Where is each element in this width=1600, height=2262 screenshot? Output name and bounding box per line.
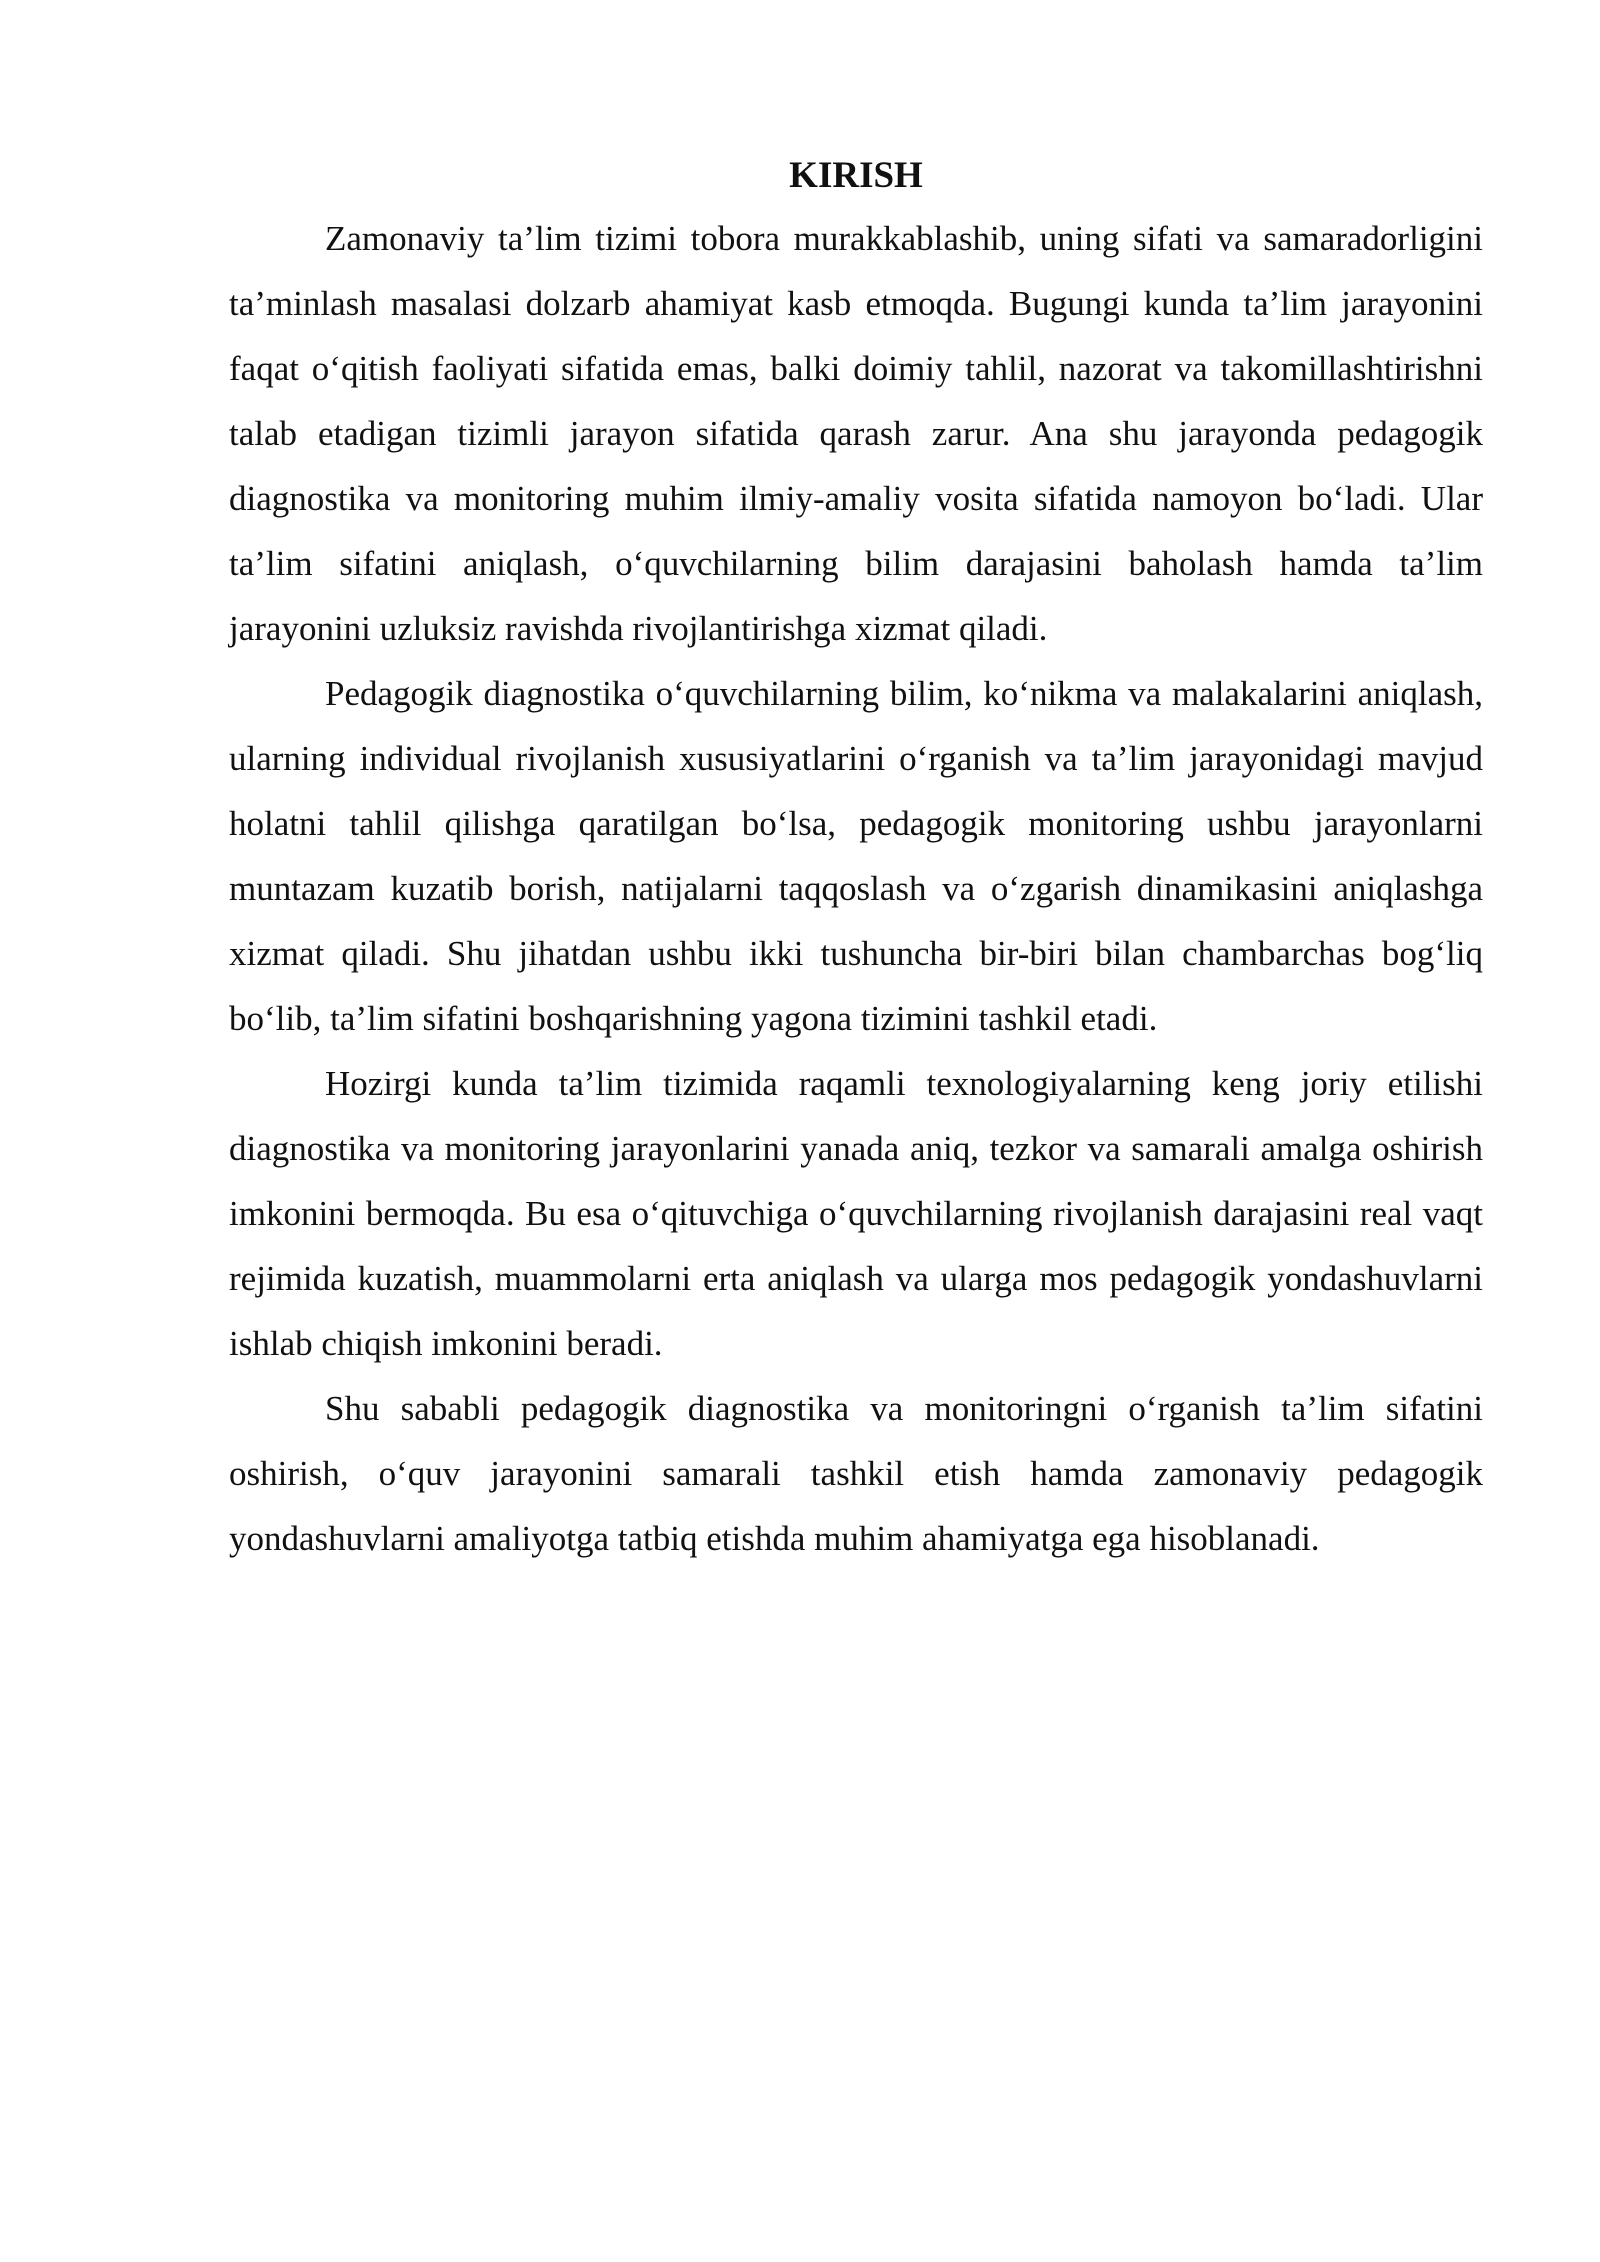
section-heading: KIRISH [789, 155, 923, 196]
document-body [229, 146, 1483, 1571]
paragraph-2: Pedagogik diagnostika o‘quvchilarning bilim, ko‘nikma va malakalarini aniqlash, ularning individual rivojlanish xususiyatlarini o‘rganish va ta’lim jarayonidagi mavjud holatni tahlil qilishga qaratilgan bo‘lsa, pedagogik monitoring ushbu jarayonlarni muntazam kuzatib borish, natijalarni taqqoslash va o‘zgarish dinamikasini aniqlashga xizmat qiladi. Shu jihatdan ushbu ikki tushuncha bir-biri bilan chambarchas bog‘liq bo‘lib, ta’lim sifatini boshqarishning yagona tizimini tashkil etadi. [229, 674, 1483, 1038]
paragraph-3: Hozirgi kunda ta’lim tizimida raqamli texnologiyalarning keng joriy etilishi diagnostika va monitoring jarayonlarini yanada aniq, tezkor va samarali amalga oshirish imkonini bermoqda. Bu esa o‘qituvchiga o‘quvchilarning rivojlanish darajasini real vaqt rejimida kuzatish, muammolarni erta aniqlash va ularga mos pedagogik yondashuvlarni ishlab chiqish imkonini beradi. [229, 1064, 1483, 1363]
paragraph-4: Shu sababli pedagogik diagnostika va monitoringni o‘rganish ta’lim sifatini oshirish, o‘quv jarayonini samarali tashkil etish hamda zamonaviy pedagogik yondashuvlarni amaliyotga tatbiq etishda muhim ahamiyatga ega hisoblanadi. [229, 1389, 1483, 1558]
paragraph-1: Zamonaviy ta’lim tizimi tobora murakkablashib, uning sifati va samaradorligini ta’minlash masalasi dolzarb ahamiyat kasb etmoqda. Bugungi kunda ta’lim jarayonini faqat o‘qitish faoliyati sifatida emas, balki doimiy tahlil, nazorat va takomillashtirishni talab etadigan tizimli jarayon sifatida qarash zarur. Ana shu jarayonda pedagogik diagnostika va monitoring muhim ilmiy-amaliy vosita sifatida namoyon bo‘ladi. Ular ta’lim sifatini aniqlash, o‘quvchilarning bilim darajasini baholash hamda ta’lim jarayonini uzluksiz ravishda rivojlantirishga xizmat qiladi. [229, 219, 1483, 648]
